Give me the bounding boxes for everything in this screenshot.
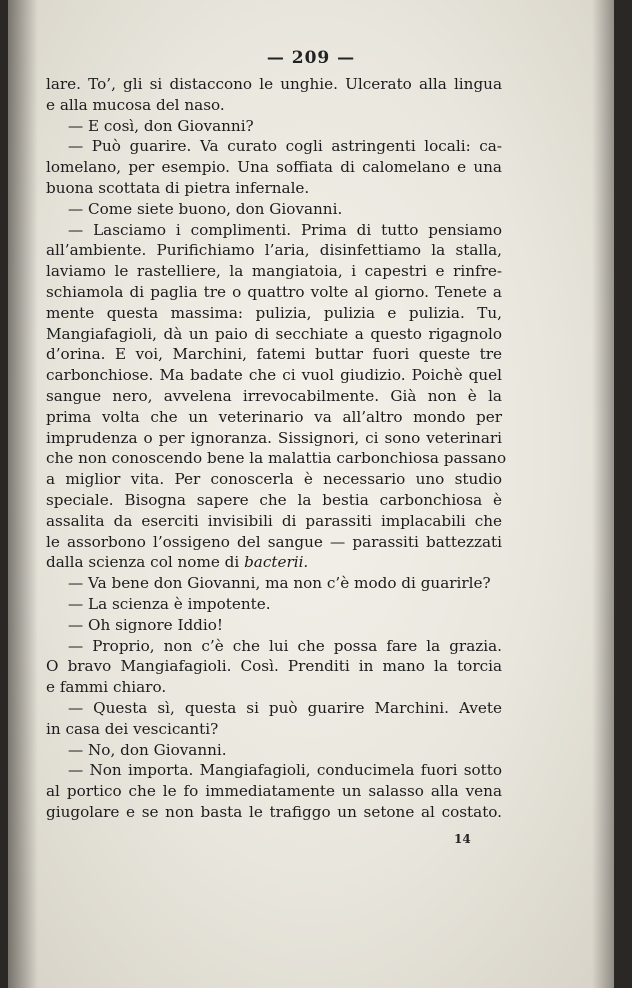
body-text [46,74,507,823]
text-line-content: — Come siete buono, don Giovanni. [68,199,343,218]
text-line [46,511,502,532]
text-line-content: imprudenza o per ignoranza. Sissignori, ci sono veterinari [46,428,502,447]
text-line-content: all’ambiente. Purifichiamo l’aria, disinfettiamo la stalla, [46,241,502,260]
text-line [46,303,502,324]
text-line [46,74,502,95]
book-page [8,0,614,988]
text-line [46,220,502,241]
text-line [46,740,502,761]
text-line-content: — Proprio, non c’è che lui che possa fare la grazia. [68,636,502,655]
text-line [46,448,507,469]
text-line-content: buona scottata di pietra infernale. [46,178,310,197]
text-line [46,240,502,261]
text-line [46,656,502,677]
text-line-content: — Questa sì, questa si può guarire Marchini. Avete [68,698,502,717]
text-line-content: sangue nero, avvelena irrevocabilmente. Già non è la [46,386,502,405]
text-line [46,552,502,573]
text-line [46,573,502,594]
text-line [46,781,502,802]
text-line [46,636,502,657]
gutter-shadow [8,0,38,988]
text-line-content: le assorbono l’ossigeno del sangue — parassiti battezzati [46,532,502,551]
text-line [46,760,502,781]
text-line [46,261,502,282]
text-line [46,677,502,698]
text-line-content: in casa dei vescicanti? [46,719,219,738]
text-line-content: Mangiafagioli, dà un paio di secchiate a questo rigagnolo [46,324,502,343]
text-line-content: a miglior vita. Per conoscerla è necessario uno studio [46,470,502,489]
text-line-content: carbonchiose. Ma badate che ci vuol giudizio. Poichè quel [46,366,502,385]
text-line [46,324,502,345]
text-line [46,95,502,116]
text-line [46,282,502,303]
text-line-content: che non conoscendo bene la malattia carbonchiosa passano [46,449,507,468]
text-line [46,178,502,199]
text-line-content: — Può guarire. Va curato cogli astringenti locali: ca- [68,137,502,156]
text-line [46,615,502,636]
text-line-content: O bravo Mangiafagioli. Così. Prenditi in mano la torcia [46,657,502,676]
printer-signature-mark: 14 [454,832,471,846]
text-line [46,199,502,220]
page-number: — 209 — [266,48,356,68]
text-line [46,365,502,386]
text-line [46,490,502,511]
text-line [46,407,502,428]
text-line-content: — Non importa. Mangiafagioli, conducimela fuori sotto [68,761,502,780]
text-line-content: al portico che le fo immediatamente un salasso alla vena [46,782,502,801]
text-line-content: — Va bene don Giovanni, ma non c’è modo di guarirle? [68,574,491,593]
text-line [46,469,502,490]
text-line-content: schiamola di paglia tre o quattro volte al giorno. Tenete a [46,282,502,301]
text-line-content: lare. To’, gli si distaccono le unghie. Ulcerato alla lingua [46,75,502,93]
text-line-content: lomelano, per esempio. Una soffiata di calomelano e una [46,158,502,177]
text-line-content: — Lasciamo i complimenti. Prima di tutto pensiamo [68,220,502,239]
text-line [46,344,502,365]
text-line [46,532,502,553]
text-line-content: laviamo le rastelliere, la mangiatoia, i capestri e rinfre- [46,262,502,281]
text-line [46,116,502,137]
text-line-content: — E così, don Giovanni? [68,116,254,135]
text-line-content: assalita da eserciti invisibili di parassiti implacabili che [46,511,502,530]
text-line-content: — Oh signore Iddio! [68,615,223,634]
text-line [46,594,502,615]
text-line [46,157,502,178]
text-line [46,719,502,740]
italic-term: bacterii. [244,553,309,572]
text-line [46,386,502,407]
text-line-content: e fammi chiaro. [46,678,167,697]
text-line-content: d’orina. E voi, Marchini, fatemi buttar fuori queste tre [46,345,502,364]
text-line-content: — No, don Giovanni. [68,740,227,759]
text-line-content: mente questa massima: pulizia, pulizia e pulizia. Tu, [46,303,502,322]
text-line [46,136,502,157]
text-line [46,698,502,719]
text-line [46,428,502,449]
text-line-content: — La scienza è impotente. [68,594,271,613]
text-line-content: dalla scienza col nome di [46,553,240,572]
text-line [46,802,502,823]
page-edge-shadow [592,0,614,988]
text-line-content: giugolare e se non basta le trafiggo un setone al costato. [46,802,502,821]
text-line-content: prima volta che un veterinario va all’altro mondo per [46,407,502,426]
text-line-content: speciale. Bisogna sapere che la bestia carbonchiosa è [46,490,502,509]
text-line-content: e alla mucosa del naso. [46,95,225,114]
